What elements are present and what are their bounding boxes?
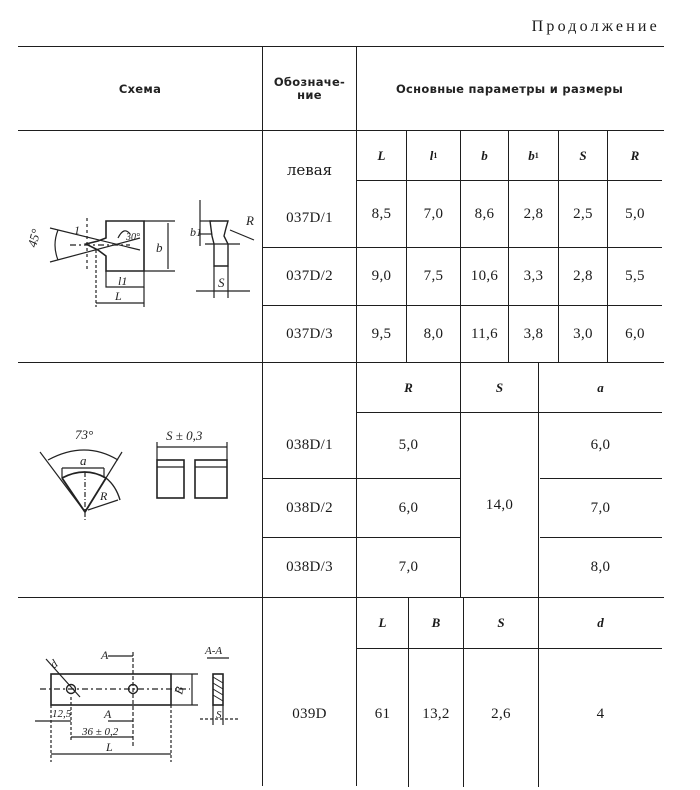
svg-text:B: B [171, 685, 187, 696]
value-cell: 61 [374, 705, 391, 722]
svg-text:R: R [100, 489, 108, 503]
svg-text:L: L [106, 740, 113, 754]
col-header-b1: b 1 [528, 147, 539, 163]
svg-text:S: S [218, 275, 225, 290]
svg-text:A: A [101, 648, 109, 662]
svg-text:30°: 30° [126, 232, 140, 243]
value-cell: 8,0 [590, 559, 611, 575]
value-cell: 3,3 [523, 268, 544, 284]
col-header-R: R [404, 379, 413, 395]
col-header-L: L [378, 615, 387, 630]
insert-037D-diagram [0, 130, 262, 362]
value-cell: 5,5 [625, 268, 645, 284]
value-cell: 4 [596, 705, 605, 722]
designation-cell: 038D/3 [286, 559, 333, 575]
col-header-l1: l 1 [429, 147, 438, 163]
col-header-S: S [495, 379, 504, 395]
designation-cell: 037D/3 [286, 325, 333, 342]
insert-039D-diagram [0, 597, 262, 790]
continuation-label: Продолжение [531, 18, 660, 35]
col-header-L: L [377, 147, 386, 163]
col-header-S: S [497, 615, 505, 630]
header-designation-line2: ние [297, 87, 322, 102]
value-cell: 13,2 [422, 705, 450, 722]
svg-text:1: 1 [74, 223, 80, 237]
designation-cell: 037D/2 [286, 268, 333, 284]
header-scheme: Схема [118, 81, 162, 96]
value-cell: 3,0 [573, 325, 593, 342]
value-cell: 8,6 [474, 205, 495, 222]
value-cell: 7,0 [590, 499, 611, 516]
col-header-R: R [630, 147, 640, 163]
value-cell: 2,8 [523, 205, 544, 222]
col-header-S: S [579, 147, 587, 163]
value-cell: 2,8 [573, 268, 593, 284]
col-header-a: a [597, 379, 604, 395]
svg-text:A-A: A-A [205, 645, 223, 657]
value-cell: 3,8 [523, 325, 544, 342]
designation-cell: 038D/2 [286, 499, 333, 516]
designation-cell: 039D [292, 705, 327, 722]
value-cell: 5,0 [625, 205, 645, 222]
svg-text:L: L [115, 289, 122, 303]
svg-text:S: S [216, 709, 222, 721]
value-cell: 9,5 [371, 325, 392, 342]
value-cell: 10,6 [470, 268, 499, 284]
svg-text:b: b [156, 240, 163, 255]
col-header-d: d [597, 615, 604, 630]
header-designation-line1: Обозначе- [273, 74, 346, 89]
value-cell: 2,5 [573, 205, 593, 222]
value-cell: 7,5 [423, 268, 444, 284]
value-cell: 6,0 [625, 325, 645, 342]
value-cell: 8,0 [423, 325, 444, 342]
svg-text:R: R [246, 213, 254, 228]
col-header-b: b [481, 147, 488, 163]
svg-text:b1: b1 [190, 225, 202, 239]
value-cell: 2,6 [491, 705, 511, 722]
svg-text:S ± 0,3: S ± 0,3 [166, 428, 203, 443]
value-cell: 5,0 [398, 437, 419, 453]
value-cell: 8,5 [371, 205, 392, 222]
svg-text:45°: 45° [24, 227, 44, 249]
header-designation [263, 47, 356, 130]
svg-text:12,5: 12,5 [52, 708, 72, 720]
value-cell: 7,0 [398, 559, 419, 575]
svg-text:a: a [80, 453, 87, 468]
group-label-left: левая [286, 161, 333, 179]
svg-text:36 ± 0,2: 36 ± 0,2 [82, 726, 119, 738]
value-cell: 9,0 [371, 268, 392, 284]
svg-text:A: A [104, 707, 112, 721]
insert-038D-diagram [0, 362, 262, 597]
value-cell: 11,6 [471, 325, 498, 342]
svg-text:73°: 73° [75, 427, 94, 442]
designation-cell: 037D/1 [286, 210, 333, 226]
col-header-B: B [431, 615, 441, 630]
value-cell: 6,0 [590, 437, 611, 453]
value-cell: 7,0 [423, 205, 444, 222]
merged-S-cell: 14,0 [485, 496, 514, 513]
svg-text:d: d [46, 656, 61, 672]
svg-text:l1: l1 [118, 274, 128, 288]
value-cell: 6,0 [398, 499, 419, 516]
header-params: Основные параметры и размеры [395, 81, 624, 96]
designation-cell: 038D/1 [286, 437, 333, 453]
